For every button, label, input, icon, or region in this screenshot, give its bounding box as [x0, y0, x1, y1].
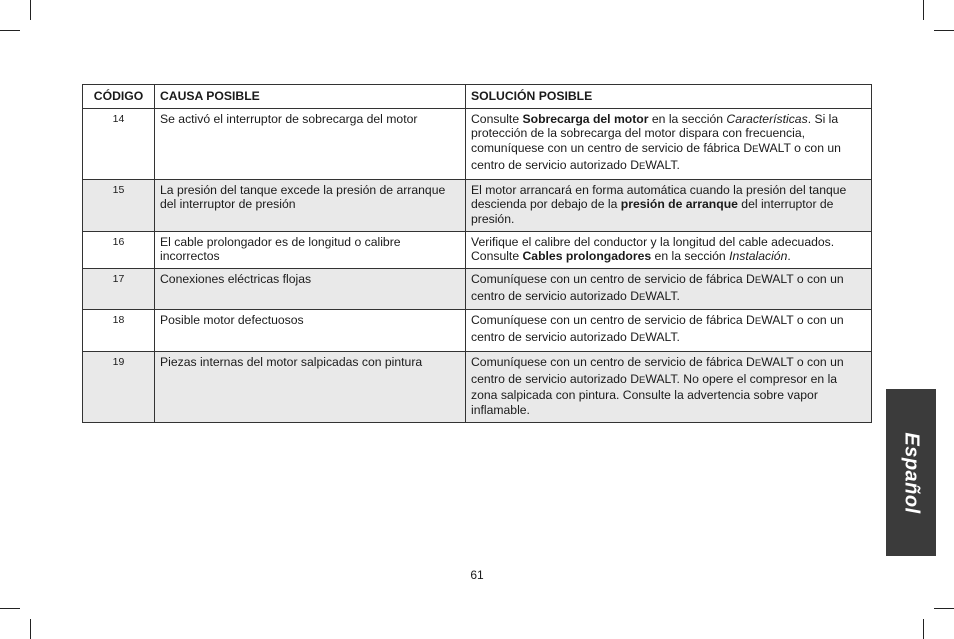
row-solution: [466, 269, 872, 310]
brand-smallcap: E: [752, 144, 759, 156]
header-solution: SOLUCIÓN POSIBLE: [466, 85, 872, 109]
brand-smallcap: E: [754, 357, 762, 369]
row-solution: [466, 310, 872, 351]
solution-bold-text: presión de arranque: [620, 197, 738, 212]
solution-text: Comuníquese con un centro de servicio de fábrica D: [471, 354, 755, 369]
header-cause: CAUSA POSIBLE: [155, 85, 466, 109]
row-code: 17: [83, 269, 155, 310]
solution-text: Consulte: [471, 111, 523, 126]
row-code: 16: [83, 231, 155, 268]
crop-mark: [0, 30, 20, 31]
row-code: 18: [83, 310, 155, 351]
row-cause: Conexiones eléctricas flojas: [155, 269, 466, 310]
row-cause: Se activó el interruptor de sobrecarga del motor: [155, 108, 466, 179]
row-cause: Piezas internas del motor salpicadas con pintura: [155, 351, 466, 422]
crop-mark: [934, 30, 954, 31]
crop-mark: [923, 0, 924, 20]
brand-smallcap: E: [639, 374, 646, 386]
solution-text: del interruptor de presión.: [471, 197, 834, 226]
row-code: 19: [83, 351, 155, 422]
solution-text: WALT o con un centro de servicio autorizado D: [471, 354, 844, 386]
header-code: CÓDIGO: [83, 85, 155, 109]
table-row: [83, 179, 872, 231]
solution-bold-text: Cables prolongadores: [522, 249, 652, 264]
brand-smallcap: E: [639, 160, 646, 172]
brand-smallcap: E: [639, 333, 646, 345]
table-row: [83, 310, 872, 351]
solution-text: . Si la protección de la sobrecarga del motor dispara con frecuencia, comuníquese con un centro de servicio de fábrica D: [471, 111, 839, 156]
solution-text: El motor arrancará en forma automática cuando la presión del tanque descienda por debajo de la: [471, 182, 847, 212]
table-header-row: [83, 85, 872, 109]
solution-italic-text: Instalación: [729, 249, 788, 264]
row-cause: Posible motor defectuosos: [155, 310, 466, 351]
table-row: [83, 108, 872, 179]
row-code: 14: [83, 108, 155, 179]
language-side-tab: [886, 389, 936, 556]
table-row: [83, 269, 872, 310]
solution-text: en la sección: [648, 111, 727, 126]
solution-text: WALT.: [645, 330, 680, 345]
row-solution: [466, 108, 872, 179]
row-solution: [466, 179, 872, 231]
row-solution: [466, 351, 872, 422]
solution-text: Comuníquese con un centro de servicio de fábrica D: [471, 313, 755, 328]
solution-text: WALT o con un centro de servicio autorizado D: [471, 272, 844, 303]
table-row: [83, 231, 872, 268]
solution-bold-text: Sobrecarga del motor: [522, 111, 649, 126]
row-cause: La presión del tanque excede la presión de arranque del interruptor de presión: [155, 179, 466, 231]
solution-text: Verifique el calibre del conductor y la longitud del cable adecuados. Consulte: [471, 234, 835, 264]
crop-mark: [0, 608, 20, 609]
crop-mark: [30, 619, 31, 639]
brand-smallcap: E: [754, 275, 762, 287]
solution-text: Comuníquese con un centro de servicio de fábrica D: [471, 272, 755, 287]
crop-mark: [30, 0, 31, 20]
language-label: Español: [900, 431, 923, 514]
solution-text: WALT. No opere el compresor en la zona salpicada con pintura. Consulte la advertencia sobre vapor inflamable.: [471, 371, 838, 417]
brand-smallcap: E: [754, 316, 762, 328]
row-cause: El cable prolongador es de longitud o calibre incorrectos: [155, 231, 466, 268]
solution-text: WALT o con un centro de servicio autorizado D: [471, 313, 844, 345]
solution-italic-text: Características: [726, 111, 808, 126]
solution-text: WALT.: [645, 288, 680, 303]
row-code: 15: [83, 179, 155, 231]
solution-text: WALT o con un centro de servicio autorizado D: [471, 141, 841, 172]
troubleshooting-table: [82, 84, 872, 423]
crop-mark: [934, 608, 954, 609]
brand-smallcap: E: [639, 291, 646, 303]
solution-text: en la sección: [651, 249, 730, 264]
crop-mark: [923, 619, 924, 639]
row-solution: [466, 231, 872, 268]
solution-text: WALT.: [645, 157, 680, 172]
page-number: 61: [470, 568, 484, 582]
table-row: [83, 351, 872, 422]
solution-text: .: [787, 249, 791, 264]
